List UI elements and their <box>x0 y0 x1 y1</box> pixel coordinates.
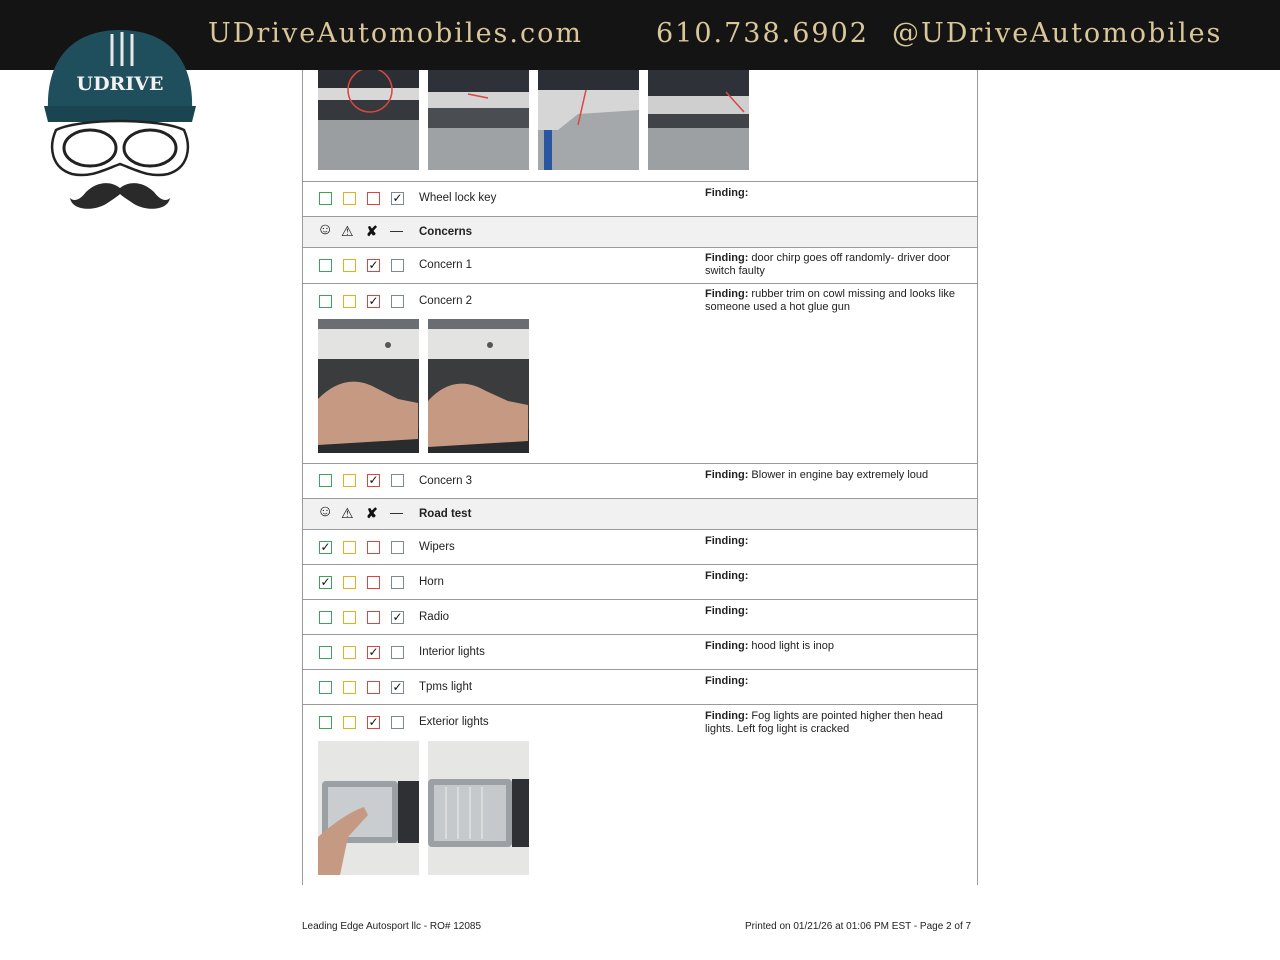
item-wheel-lock-key <box>303 182 977 217</box>
finding-text: Finding: <box>705 187 749 199</box>
status-warning-checkbox[interactable] <box>343 681 356 694</box>
item-label: Exterior lights <box>419 716 489 728</box>
status-na-checkbox[interactable] <box>391 259 404 272</box>
inspection-photo[interactable] <box>318 319 419 453</box>
item-horn <box>303 565 977 600</box>
item-label: Wipers <box>419 541 455 553</box>
smiley-icon: ☺ <box>317 221 334 238</box>
social-handle[interactable]: @UDriveAutomobiles <box>892 18 1223 49</box>
inspection-photo[interactable] <box>648 70 749 170</box>
status-fail-checkbox[interactable] <box>367 611 380 624</box>
photo-row-continued <box>303 70 977 182</box>
status-warning-checkbox[interactable] <box>343 576 356 589</box>
status-ok-checkbox[interactable]: ✓ <box>320 540 331 554</box>
inspection-report <box>302 70 978 885</box>
status-ok-checkbox[interactable] <box>319 474 332 487</box>
status-warning-checkbox[interactable] <box>343 192 356 205</box>
status-na-checkbox[interactable] <box>391 474 404 487</box>
status-ok-checkbox[interactable]: ✓ <box>320 575 331 589</box>
item-label: Concern 1 <box>419 259 473 271</box>
finding-text: Finding: rubber trim on cowl missing and looks like someone used a hot glue gun <box>705 288 956 313</box>
item-label: Horn <box>419 576 444 588</box>
inspection-photo[interactable] <box>428 70 529 170</box>
smiley-icon: ☺ <box>317 503 334 520</box>
status-ok-checkbox[interactable] <box>319 716 332 729</box>
status-na-checkbox[interactable] <box>391 646 404 659</box>
item-label: Radio <box>419 611 450 623</box>
finding-text: Finding: <box>705 675 749 687</box>
inspection-photo[interactable] <box>318 70 419 170</box>
item-label: Wheel lock key <box>419 192 497 204</box>
dash-icon: — <box>390 223 403 238</box>
inspection-photo[interactable] <box>318 741 419 875</box>
status-ok-checkbox[interactable] <box>319 646 332 659</box>
status-fail-checkbox[interactable]: ✓ <box>368 473 379 487</box>
status-na-checkbox[interactable] <box>391 541 404 554</box>
item-interior-lights <box>303 635 977 670</box>
status-fail-checkbox[interactable]: ✓ <box>368 645 379 659</box>
item-label: Interior lights <box>419 646 485 658</box>
x-mark-icon: ✘ <box>366 223 378 239</box>
status-fail-checkbox[interactable] <box>367 192 380 205</box>
website-link[interactable]: UDriveAutomobiles.com <box>208 18 583 49</box>
status-fail-checkbox[interactable] <box>367 576 380 589</box>
footer-shop-info: Leading Edge Autosport llc - RO# 12085 <box>302 921 482 932</box>
status-warning-checkbox[interactable] <box>343 295 356 308</box>
section-title: Road test <box>419 508 472 520</box>
status-na-checkbox[interactable]: ✓ <box>392 191 403 205</box>
status-na-checkbox[interactable]: ✓ <box>392 680 403 694</box>
section-title: Concerns <box>419 226 473 238</box>
finding-text: Finding: hood light is inop <box>705 640 834 652</box>
dash-icon: — <box>390 505 403 520</box>
warning-icon: ⚠ <box>341 505 354 521</box>
status-warning-checkbox[interactable] <box>343 541 356 554</box>
status-na-checkbox[interactable] <box>391 576 404 589</box>
phone-number[interactable]: 610.738.6902 <box>656 18 869 49</box>
item-radio <box>303 600 977 635</box>
footer-print-info: Printed on 01/21/26 at 01:06 PM EST - Page 2 of 7 <box>745 921 972 932</box>
item-wipers <box>303 530 977 565</box>
status-na-checkbox[interactable] <box>391 716 404 729</box>
item-exterior-lights <box>303 705 977 885</box>
x-mark-icon: ✘ <box>366 505 378 521</box>
section-header-road-test <box>303 499 977 530</box>
inspection-photo[interactable] <box>428 741 529 875</box>
finding-text: Finding: <box>705 605 749 617</box>
item-tpms-light <box>303 670 977 705</box>
status-fail-checkbox[interactable]: ✓ <box>368 258 379 272</box>
item-concern-2 <box>303 284 977 464</box>
item-concern-3 <box>303 464 977 499</box>
udrive-logo[interactable] <box>40 22 200 218</box>
finding-text: Finding: door chirp goes off randomly- driver door switch faulty <box>705 252 950 277</box>
status-fail-checkbox[interactable] <box>367 541 380 554</box>
status-warning-checkbox[interactable] <box>343 646 356 659</box>
status-fail-checkbox[interactable]: ✓ <box>368 715 379 729</box>
finding-text: Finding: Fog lights are pointed higher then head lights. Left fog light is cracked <box>705 710 943 735</box>
status-warning-checkbox[interactable] <box>343 611 356 624</box>
warning-icon: ⚠ <box>341 223 354 239</box>
status-warning-checkbox[interactable] <box>343 474 356 487</box>
finding-text: Finding: <box>705 535 749 547</box>
status-na-checkbox[interactable] <box>391 295 404 308</box>
finding-text: Finding: Blower in engine bay extremely loud <box>705 469 929 481</box>
status-warning-checkbox[interactable] <box>343 259 356 272</box>
finding-text: Finding: <box>705 570 749 582</box>
status-ok-checkbox[interactable] <box>319 259 332 272</box>
status-ok-checkbox[interactable] <box>319 681 332 694</box>
status-ok-checkbox[interactable] <box>319 611 332 624</box>
inspection-photo[interactable] <box>538 70 639 170</box>
status-ok-checkbox[interactable] <box>319 192 332 205</box>
status-fail-checkbox[interactable]: ✓ <box>368 294 379 308</box>
section-header-concerns <box>303 217 977 248</box>
status-ok-checkbox[interactable] <box>319 295 332 308</box>
item-label: Concern 3 <box>419 475 473 487</box>
status-na-checkbox[interactable]: ✓ <box>392 610 403 624</box>
inspection-photo[interactable] <box>428 319 529 453</box>
status-warning-checkbox[interactable] <box>343 716 356 729</box>
item-label: Concern 2 <box>419 295 473 307</box>
item-label: Tpms light <box>419 681 473 693</box>
item-concern-1 <box>303 248 977 284</box>
status-fail-checkbox[interactable] <box>367 681 380 694</box>
logo-wordmark: UDRIVE <box>76 73 164 95</box>
